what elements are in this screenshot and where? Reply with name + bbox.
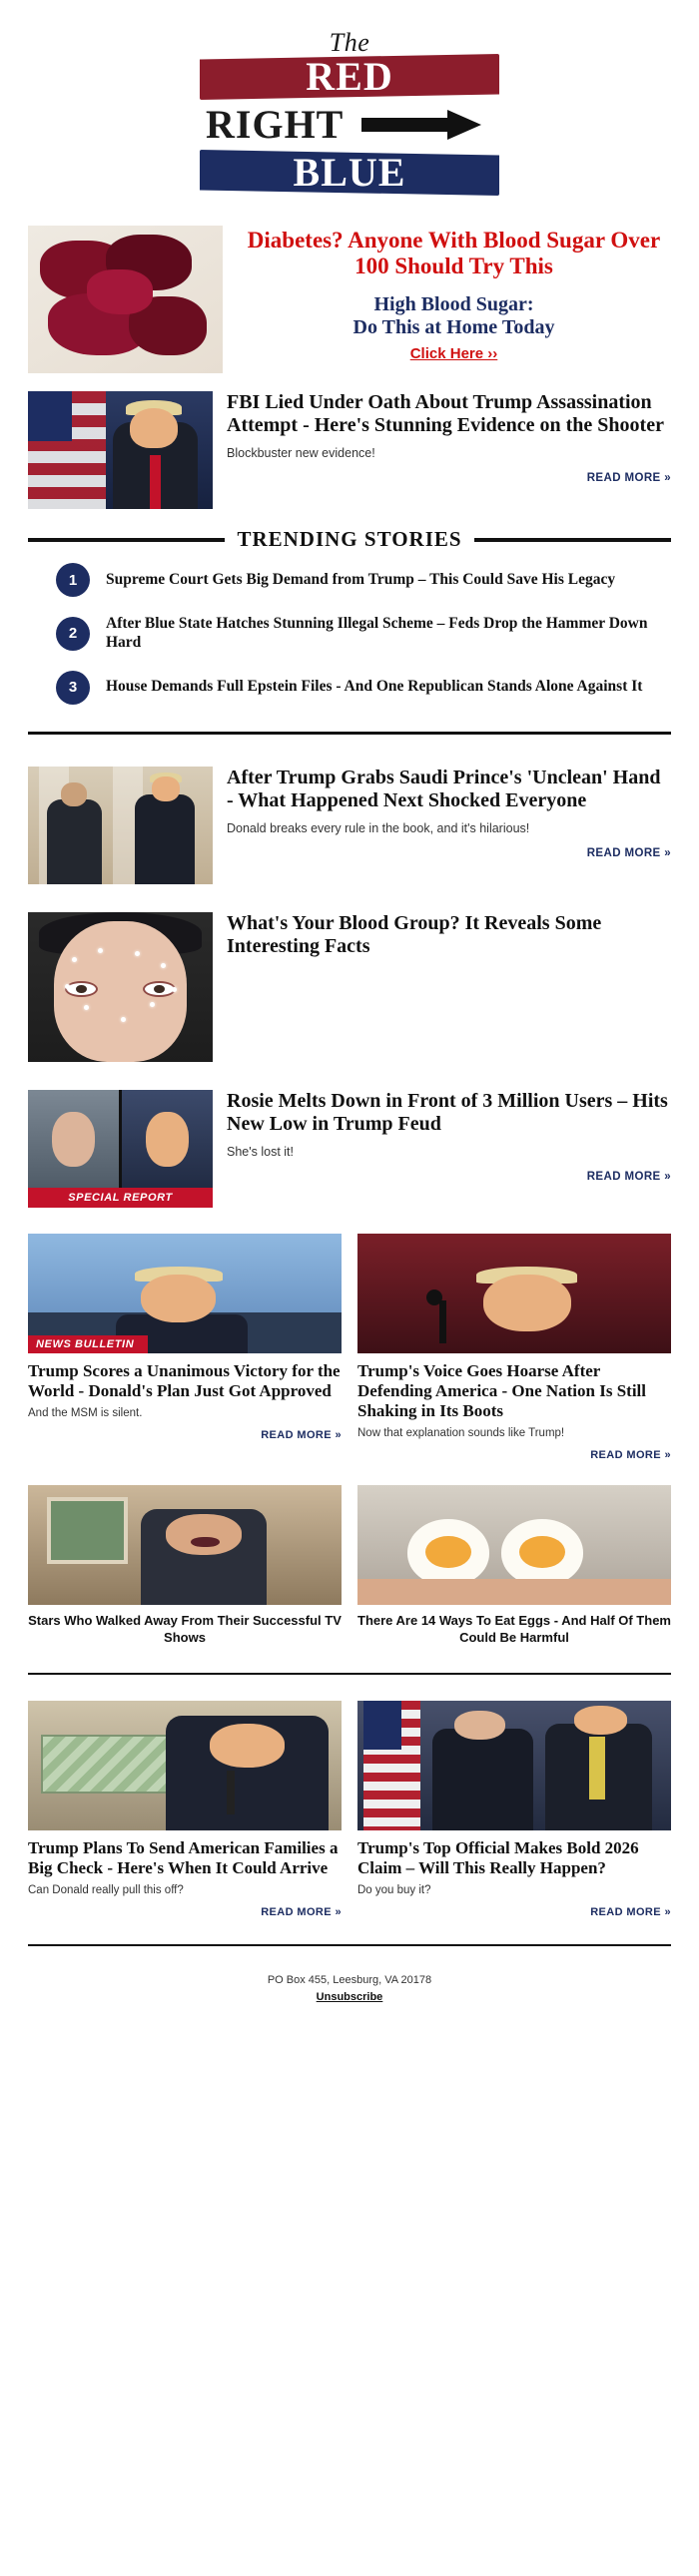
story-fbi-headline[interactable]: FBI Lied Under Oath About Trump Assassination Attempt - Here's Stunning Evidence on the Shooter: [227, 391, 664, 437]
story-voice-readmore[interactable]: READ MORE »: [590, 1448, 671, 1461]
ad-subhead-line2: Do This at Home Today: [352, 315, 555, 338]
story-official-teaser: Do you buy it?: [357, 1883, 431, 1896]
story-rosie-readmore[interactable]: READ MORE »: [586, 1171, 671, 1184]
logo-right-row: [200, 102, 499, 148]
special-report-ribbon: SPECIAL REPORT: [28, 1188, 213, 1208]
trump-at-microphone-photo[interactable]: [357, 1234, 671, 1353]
arrow-right-icon: [361, 110, 481, 140]
footer-divider: [28, 1944, 671, 1946]
section-divider: [28, 732, 671, 735]
story-blood-group-headline[interactable]: What's Your Blood Group? It Reveals Some Interesting Facts: [227, 911, 602, 957]
story-saudi-headline[interactable]: After Trump Grabs Saudi Prince's 'Unclean' Hand - What Happened Next Shocked Everyone: [227, 766, 661, 811]
unsubscribe-link[interactable]: Unsubscribe: [316, 1990, 383, 2003]
story-victory-readmore[interactable]: READ MORE »: [261, 1428, 342, 1441]
trending-text[interactable]: After Blue State Hatches Stunning Illegal Scheme – Feds Drop the Hammer Down Hard: [106, 615, 648, 651]
story-fbi-teaser: Blockbuster new evidence!: [227, 446, 375, 461]
trending-number: 2: [56, 617, 90, 651]
story-saudi-readmore[interactable]: READ MORE »: [586, 847, 671, 860]
two-column-row-2: [0, 1473, 699, 1659]
trending-text[interactable]: House Demands Full Epstein Files - And One Republican Stands Alone Against It: [106, 678, 643, 696]
trending-item-3[interactable]: [0, 662, 699, 714]
trending-text[interactable]: Supreme Court Gets Big Demand from Trump – This Could Save His Legacy: [106, 570, 616, 588]
trending-item-2[interactable]: [0, 606, 699, 662]
story-check-headline[interactable]: Trump Plans To Send American Families a Big Check - Here's When It Could Arrive: [28, 1837, 339, 1877]
two-column-row-3: [0, 1689, 699, 1930]
section-divider-2: [28, 1673, 671, 1675]
story-fbi[interactable]: [0, 377, 699, 523]
trump-saudi-prince-handshake-photo[interactable]: [28, 767, 213, 884]
sliced-beets-photo[interactable]: [28, 226, 223, 373]
logo-the-text: The: [329, 28, 370, 57]
story-voice[interactable]: [357, 1234, 671, 1461]
story-check-readmore[interactable]: READ MORE »: [261, 1905, 342, 1918]
ad-diabetes[interactable]: [0, 216, 699, 377]
story-rosie-headline[interactable]: Rosie Melts Down in Front of 3 Million Users – Hits New Low in Trump Feud: [227, 1089, 668, 1135]
story-eggs[interactable]: [357, 1485, 671, 1647]
woman-face-closeup-photo[interactable]: [28, 912, 213, 1062]
trump-money-podium-photo[interactable]: [28, 1701, 342, 1830]
story-saudi[interactable]: [0, 753, 699, 898]
story-voice-teaser: Now that explanation sounds like Trump!: [357, 1426, 565, 1439]
story-rosie[interactable]: [0, 1076, 699, 1222]
ad-subhead-line1: High Blood Sugar:: [373, 292, 534, 315]
ad-headline[interactable]: Diabetes? Anyone With Blood Sugar Over 100 Should Try This: [247, 228, 661, 278]
news-bulletin-ribbon: NEWS BULLETIN: [28, 1335, 148, 1353]
story-check-teaser: Can Donald really pull this off?: [28, 1883, 184, 1896]
story-official[interactable]: [357, 1701, 671, 1918]
site-logo[interactable]: [0, 0, 699, 216]
divider-right: [474, 538, 671, 542]
story-blood-group[interactable]: [0, 898, 699, 1076]
steve-carell-office-photo[interactable]: [28, 1485, 342, 1605]
logo-word-red: RED: [306, 54, 393, 99]
trump-official-meeting-photo[interactable]: [357, 1701, 671, 1830]
story-check[interactable]: [28, 1701, 342, 1918]
story-victory-headline[interactable]: Trump Scores a Unanimous Victory for the World - Donald's Plan Just Got Approved: [28, 1360, 341, 1400]
story-official-headline[interactable]: Trump's Top Official Makes Bold 2026 Claim – Will This Really Happen?: [357, 1837, 639, 1877]
logo-blue-band: [200, 150, 499, 196]
story-stars[interactable]: [28, 1485, 342, 1647]
logo-word-blue: BLUE: [293, 150, 406, 195]
divider-left: [28, 538, 225, 542]
story-victory[interactable]: [28, 1234, 342, 1461]
trump-smiling-rally-photo[interactable]: [28, 1234, 342, 1353]
story-saudi-teaser: Donald breaks every rule in the book, and it's hilarious!: [227, 821, 530, 836]
trending-number: 1: [56, 563, 90, 597]
trending-number: 3: [56, 671, 90, 705]
story-rosie-teaser: She's lost it!: [227, 1145, 294, 1160]
trending-item-1[interactable]: [0, 554, 699, 606]
footer: [0, 1960, 699, 2029]
trending-stories-header: [0, 523, 699, 554]
story-voice-headline[interactable]: Trump's Voice Goes Hoarse After Defending America - One Nation Is Still Shaking in Its Boots: [357, 1360, 646, 1420]
story-official-readmore[interactable]: READ MORE »: [590, 1905, 671, 1918]
story-victory-teaser: And the MSM is silent.: [28, 1406, 143, 1419]
logo-word-right: RIGHT: [206, 102, 345, 147]
two-column-row-1: [0, 1222, 699, 1473]
ad-cta-link[interactable]: Click Here ››: [409, 344, 498, 362]
trump-american-flag-photo[interactable]: [28, 391, 213, 509]
logo-red-band: [200, 54, 499, 100]
rosie-trump-split-photo[interactable]: [28, 1090, 213, 1208]
boiled-eggs-hands-photo[interactable]: [357, 1485, 671, 1605]
trending-title: TRENDING STORIES: [237, 527, 462, 551]
story-fbi-readmore[interactable]: READ MORE »: [586, 472, 671, 485]
story-stars-headline[interactable]: Stars Who Walked Away From Their Successful TV Shows: [28, 1612, 342, 1645]
footer-address: PO Box 455, Leesburg, VA 20178: [267, 1973, 432, 1986]
story-eggs-headline[interactable]: There Are 14 Ways To Eat Eggs - And Half Of Them Could Be Harmful: [357, 1612, 671, 1645]
